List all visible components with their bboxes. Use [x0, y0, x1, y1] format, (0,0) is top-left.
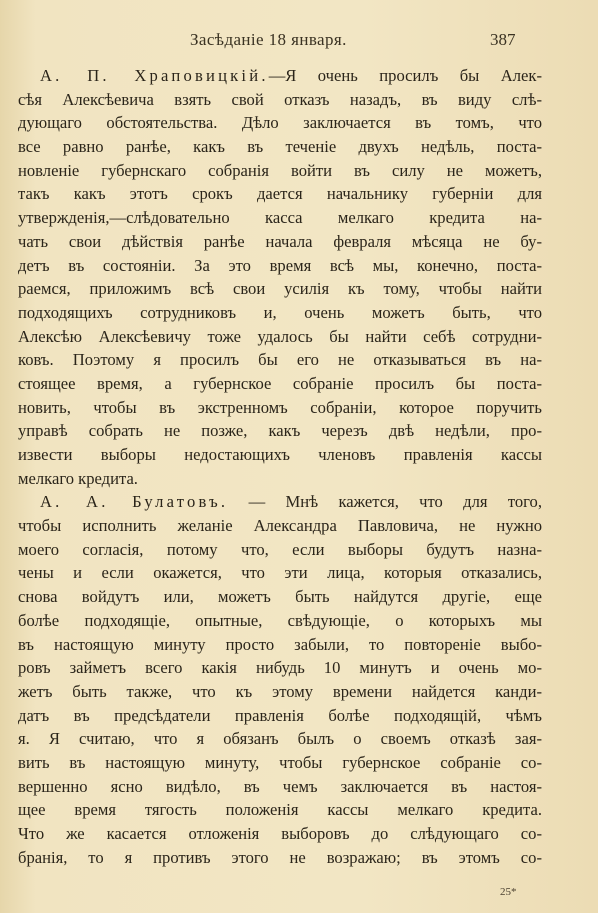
- text-line: все равно ранѣе, какъ въ теченіе двухъ недѣль, поста-: [18, 137, 542, 157]
- text-line: я. Я считаю, что я обязанъ былъ о своемъ отказѣ зая-: [18, 729, 542, 749]
- text-line: утвержденія,—слѣдовательно касса мелкаго кредита на-: [18, 208, 542, 228]
- speaker-name: А. П. Храповицкій.: [40, 66, 269, 85]
- page-number: 387: [490, 30, 516, 49]
- text-line: Что же касается отложенія выборовъ до слѣдующаго со-: [18, 824, 542, 843]
- text-line: такъ какъ этотъ срокъ дается начальнику губерніи для: [18, 184, 542, 204]
- text-line: чтобы исполнить желаніе Александра Павловича, не нужно: [18, 516, 542, 536]
- running-head: [0, 30, 598, 54]
- text-line: чать свои дѣйствія ранѣе начала февраля мѣсяца не бу-: [18, 231, 542, 251]
- text-line: А. П. Храповицкій.—Я очень просилъ бы Алек-: [40, 66, 542, 85]
- text-line: ковъ. Поэтому я просилъ бы его не отказываться въ на-: [18, 350, 542, 370]
- text-line: новить, чтобы въ экстренномъ собраніи, которое поручить: [18, 397, 542, 417]
- text-line: раемся, приложимъ всѣ свои усилія къ тому, чтобы найти: [18, 279, 542, 299]
- text-line: болѣе подходящіе, опытные, свѣдующіе, о которыхъ мы: [18, 610, 542, 630]
- text-line: щее время тягость положенія кассы мелкаго кредита.: [18, 800, 542, 820]
- text-line: мелкаго кредита.: [18, 468, 138, 488]
- text-line: Алексѣю Алексѣевичу тоже удалось бы найти себѣ сотрудни-: [18, 326, 542, 346]
- text-line: моего согласія, потому что, если выборы будутъ назна-: [18, 539, 542, 559]
- text-line: дующаго обстоятельства. Дѣло заключается въ томъ, что: [18, 113, 542, 133]
- text-line: детъ въ состояніи. За это время всѣ мы, конечно, поста-: [18, 255, 542, 275]
- text-line: жетъ быть также, что къ этому времени найдется канди-: [18, 681, 542, 701]
- text-line: датъ въ предсѣдатели правленія болѣе подходящій, чѣмъ: [18, 705, 542, 725]
- text-line: вить въ настоящую минуту, чтобы губернское собраніе со-: [18, 752, 542, 772]
- text-line: новленіе губернскаго собранія войти въ силу не можетъ,: [18, 160, 542, 180]
- text-line: подходящихъ сотрудниковъ и, очень можетъ быть, что: [18, 302, 542, 322]
- text-line: вершенно ясно видѣло, въ чемъ заключается въ настоя-: [18, 776, 542, 796]
- text-line: А. А. Булатовъ. — Мнѣ кажется, что для того,: [40, 492, 542, 512]
- running-title: Засѣданіе 18 января.: [190, 30, 347, 49]
- text-line: въ настоящую минуту просто забыли, то повтореніе выбо-: [18, 634, 542, 654]
- body-text: [18, 64, 542, 869]
- text-line: чены и если окажется, что эти лица, которыя отказались,: [18, 563, 542, 583]
- text-line: извести выборы недостающихъ членовъ правленія кассы: [18, 445, 542, 464]
- text-line: сѣя Алексѣевича взять свой отказъ назадъ, въ виду слѣ-: [18, 89, 542, 109]
- text-line: стоящее время, а губернское собраніе просилъ бы поста-: [18, 373, 542, 393]
- speaker-name: А. А. Булатовъ.: [40, 492, 229, 512]
- signature-mark: 25*: [500, 886, 517, 898]
- text-line: управѣ собрать не позже, какъ черезъ двѣ недѣли, про-: [18, 421, 542, 441]
- text-line: снова войдутъ или, можетъ быть найдутся другіе, еще: [18, 587, 542, 607]
- text-line: бранія, то я противъ этого не возражаю; въ этомъ со-: [18, 847, 542, 867]
- text-line: ровъ займетъ всего какія нибудь 10 минутъ и очень мо-: [18, 658, 542, 678]
